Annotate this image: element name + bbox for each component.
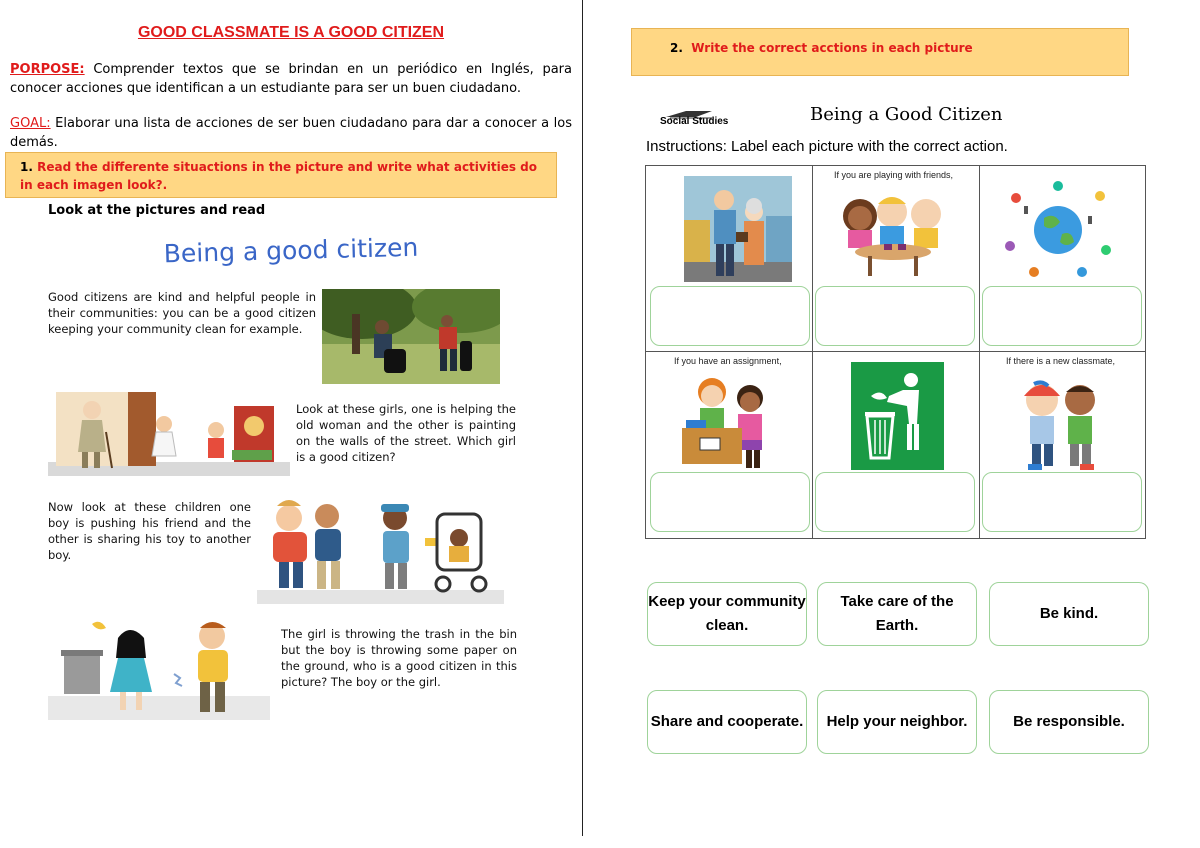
task2-number: 2. [670,41,683,55]
task1-number: 1. [20,160,33,174]
task2-banner [631,28,1129,76]
purpose-paragraph [10,60,572,98]
action-share-cooperate[interactable]: Share and cooperate. [647,690,807,754]
label-box-5[interactable] [815,472,975,532]
caption-assignment: If you have an assignment, [674,356,782,366]
friends-playing-picture [838,182,948,282]
task1-banner [5,152,557,198]
story-3-text: Now look at these children one boy is pushing his friend and the other is sharing his toy to another boy. [48,500,251,562]
goal-text: Elaborar una lista de acciones de ser buen ciudadano para dar a conocer a los demás. [10,116,573,150]
label-box-6[interactable] [982,472,1142,532]
label-box-2[interactable] [815,286,975,346]
action-keep-community-clean[interactable]: Keep your community clean. [647,582,807,646]
litter-bin-sign-picture [851,362,944,470]
story-1-text: Good citizens are kind and helpful people in their communities: you can be a good citizen keeping your community clean for example. [48,290,316,336]
book-logo-icon [666,106,714,114]
trash-bin-picture [48,614,270,720]
page-divider [582,0,583,836]
story-4-text: The girl is throwing the trash in the bin but the boy is throwing some paper on the ground, who is a good citizen in this picture? The boy or the girl. [281,627,517,689]
caption-classmate: If there is a new classmate, [1006,356,1116,366]
task1-text: Read the differente situactions in the picture and write what activities do in each imagen look?. [20,160,537,192]
look-instruction: Look at the pictures and read [48,203,266,218]
action-help-neighbor[interactable]: Help your neighbor. [817,690,977,754]
being-good-citizen-heading: Being a good citizen [163,232,419,269]
care-for-earth-picture [996,176,1120,284]
subject-label: Social Studies [660,116,729,127]
label-box-1[interactable] [650,286,810,346]
goal-paragraph [10,114,572,152]
purpose-label: PORPOSE: [10,62,85,77]
purpose-text: Comprender textos que se brindan en un periódico en Inglés, para conocer acciones que identifican a un estudiante para ser un buen ciudadano. [10,62,572,96]
instructions-text: Instructions: Label each picture with the correct action. [646,138,1008,155]
girls-helping-painting-picture [48,390,290,476]
helping-neighbor-picture [684,176,792,282]
worksheet-title: Being a Good Citizen [810,104,1003,125]
goal-label: GOAL: [10,116,51,131]
label-box-3[interactable] [982,286,1142,346]
action-be-kind[interactable]: Be kind. [989,582,1149,646]
page-title: GOOD CLASSMATE IS A GOOD CITIZEN [137,24,445,41]
park-cleanup-picture [322,289,500,384]
action-take-care-earth[interactable]: Take care of the Earth. [817,582,977,646]
caption-playing: If you are playing with friends, [834,170,954,180]
task2-text: Write the correct acctions in each picture [691,41,973,55]
children-pushing-sharing-picture [257,494,504,604]
label-box-4[interactable] [650,472,810,532]
new-classmate-picture [1010,370,1110,474]
responsible-students-picture [676,368,778,472]
action-be-responsible[interactable]: Be responsible. [989,690,1149,754]
story-2-text: Look at these girls, one is helping the old woman and the other is painting on the walls of the street. Which girl is a good citizen? [296,402,516,464]
